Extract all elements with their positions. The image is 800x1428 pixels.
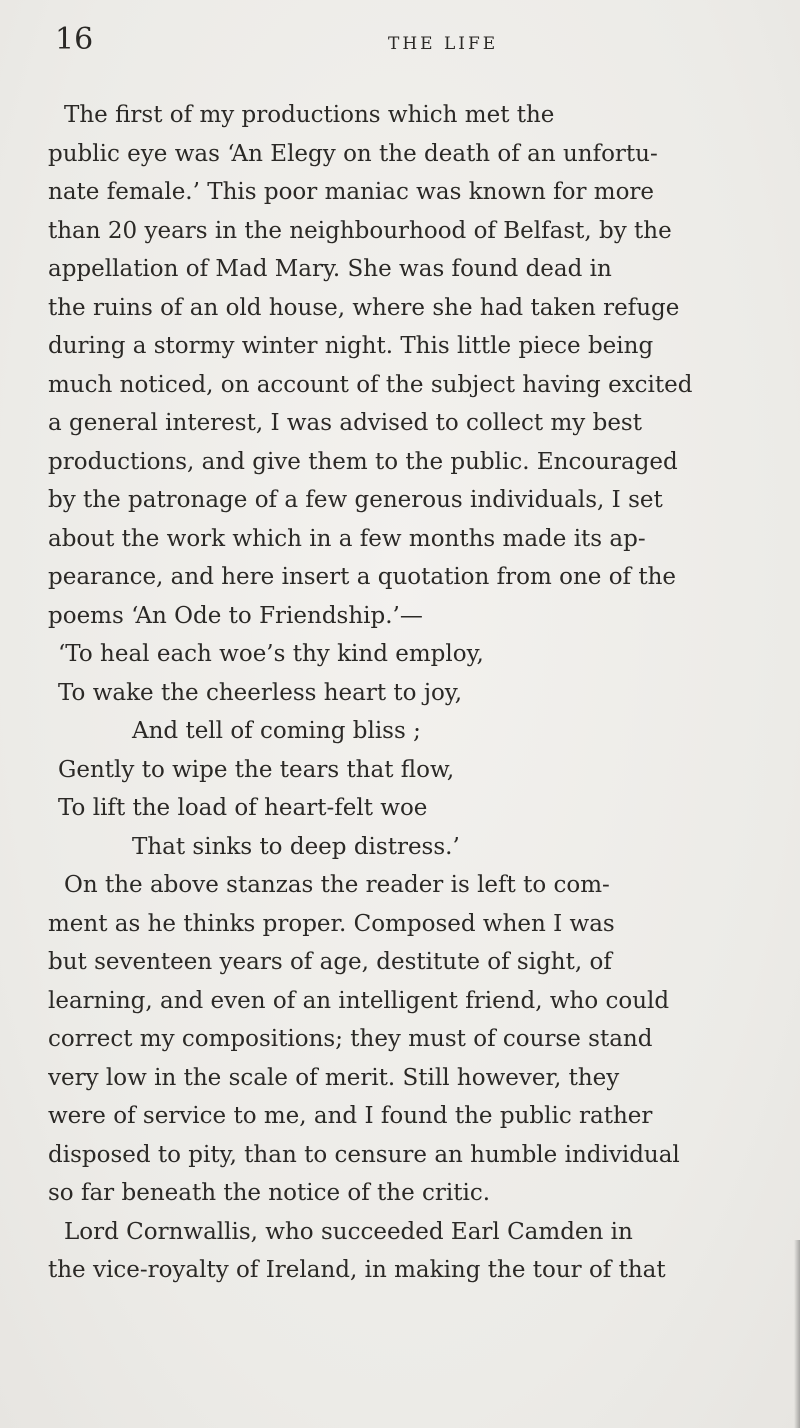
verse-line: That sinks to deep distress.’ — [132, 833, 460, 860]
text-line: a general interest, I was advised to collect my best — [48, 410, 642, 436]
text-line: appellation of Mad Mary. She was found dead in — [48, 256, 612, 282]
text-line: about the work which in a few months made its ap- — [48, 525, 646, 552]
page-edge-shadow — [794, 1240, 800, 1428]
running-head: THE LIFE — [388, 34, 499, 54]
text-line: correct my compositions; they must of course stand — [48, 1026, 653, 1052]
body-text — [48, 96, 768, 1290]
text-line: during a stormy winter night. This little piece being — [48, 333, 654, 359]
verse-line: Gently to wipe the tears that flow, — [58, 756, 455, 783]
verse-line: To lift the load of heart-felt woe — [58, 795, 428, 821]
text-line: poems ‘An Ode to Friendship.’— — [48, 602, 423, 629]
text-line: much noticed, on account of the subject having excited — [48, 371, 693, 398]
text-line: very low in the scale of merit. Still however, they — [48, 1064, 620, 1091]
text-line: On the above stanzas the reader is left to com- — [64, 872, 610, 898]
text-line: the vice-royalty of Ireland, in making the tour of that — [48, 1257, 666, 1283]
verse-line: ‘To heal each woe’s thy kind employ, — [58, 641, 484, 667]
verse-line: To wake the cheerless heart to joy, — [58, 679, 463, 706]
page-number: 16 — [55, 22, 94, 57]
text-line: were of service to me, and I found the public rather — [48, 1103, 653, 1129]
text-line: The first of my productions which met the — [64, 102, 555, 128]
text-line: productions, and give them to the public. Encouraged — [48, 448, 678, 475]
text-line: nate female.’ This poor maniac was known for more — [48, 179, 655, 205]
text-line: by the patronage of a few generous individuals, I set — [48, 487, 663, 513]
text-line: Lord Cornwallis, who succeeded Earl Camden in — [64, 1218, 633, 1245]
text-line: disposed to pity, than to censure an humble individual — [48, 1141, 680, 1168]
text-line: but seventeen years of age, destitute of sight, of — [48, 949, 612, 975]
text-line: the ruins of an old house, where she had taken refuge — [48, 294, 680, 321]
text-line: so far beneath the notice of the critic. — [48, 1180, 491, 1206]
verse-line: And tell of coming bliss ; — [132, 718, 421, 744]
text-line: than 20 years in the neighbourhood of Belfast, by the — [48, 217, 672, 244]
text-line: pearance, and here insert a quotation from one of the — [48, 564, 677, 590]
text-line: public eye was ‘An Elegy on the death of an unfortu- — [48, 140, 658, 167]
text-line: ment as he thinks proper. Composed when I was — [48, 910, 615, 937]
text-line: learning, and even of an intelligent friend, who could — [48, 987, 670, 1014]
page-header — [52, 20, 770, 60]
